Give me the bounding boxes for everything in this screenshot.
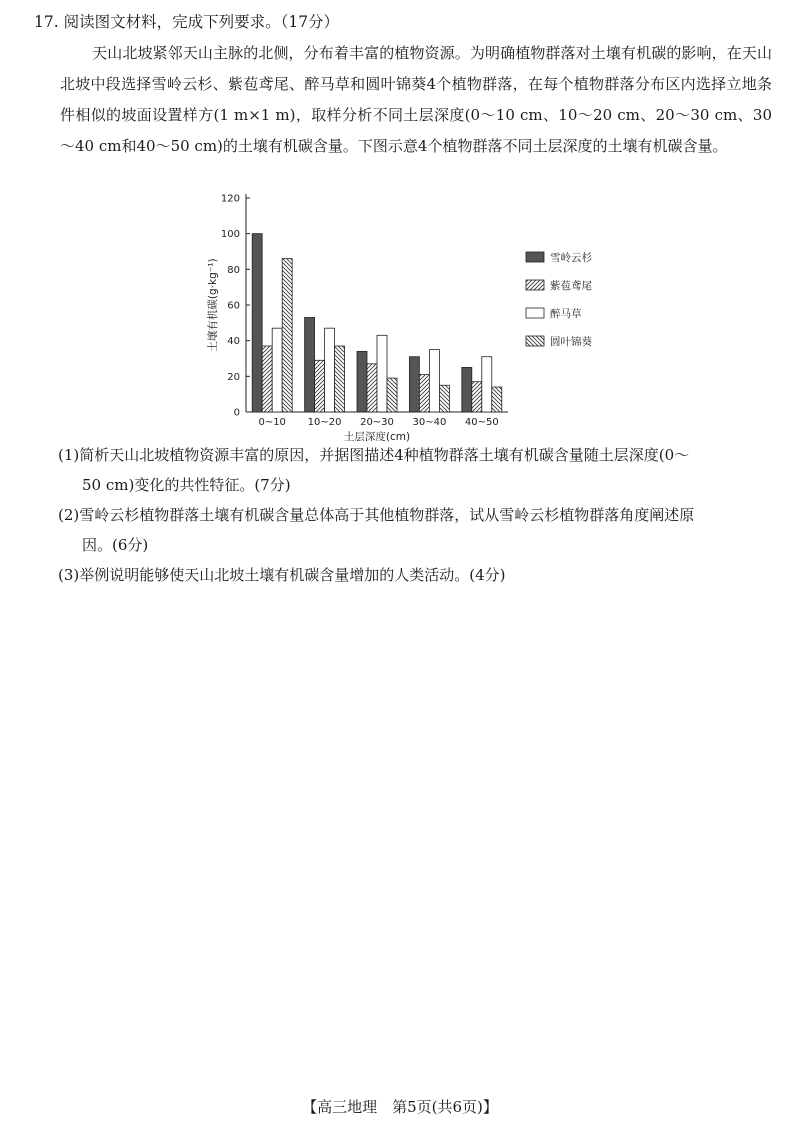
bar-2-2 xyxy=(315,360,325,412)
y-tick-label: 60 xyxy=(227,300,240,312)
bar-1-1 xyxy=(252,234,262,412)
sub-question-1: (1)简析天山北坡植物资源丰富的原因，并据图描述4种植物群落土壤有机碳含量随土层深度(0～ 50 cm)变化的共性特征。(7分) xyxy=(58,446,690,494)
bar-3-1 xyxy=(272,328,282,412)
bar-4-4 xyxy=(439,385,449,412)
legend-label: 圆叶锦葵 xyxy=(550,336,592,348)
y-tick-label: 80 xyxy=(227,264,240,276)
y-tick-label: 120 xyxy=(220,193,240,205)
legend-label: 雪岭云杉 xyxy=(550,252,592,264)
question-material xyxy=(60,38,772,162)
x-tick-label: 0~10 xyxy=(258,417,286,428)
bar-4-3 xyxy=(387,378,397,412)
legend-swatch xyxy=(526,252,544,262)
bar-2-5 xyxy=(472,382,482,412)
bar-1-5 xyxy=(462,367,472,412)
legend-label: 醉马草 xyxy=(550,308,582,320)
bar-4-5 xyxy=(492,387,502,412)
legend-label: 紫苞鸢尾 xyxy=(550,280,592,292)
bar-2-3 xyxy=(367,364,377,412)
bar-2-4 xyxy=(419,375,429,412)
y-tick-label: 100 xyxy=(220,229,240,241)
sub-question-3: (3)举例说明能够使天山北坡土壤有机碳含量增加的人类活动。(4分) xyxy=(58,566,506,584)
y-axis-label: 土壤有机碳(g·kg⁻¹) xyxy=(207,258,219,352)
y-tick-label: 0 xyxy=(233,407,240,419)
page-footer: 【高三地理 第5页(共6页)】 xyxy=(302,1098,498,1116)
sub-question-2: (2)雪岭云杉植物群落土壤有机碳含量总体高于其他植物群落，试从雪岭云杉植物群落角度阐述原 因。(6分) xyxy=(58,506,695,554)
y-tick-label: 40 xyxy=(227,336,240,348)
bar-3-4 xyxy=(429,350,439,412)
bar-3-5 xyxy=(482,357,492,412)
legend-swatch xyxy=(526,336,544,346)
x-tick-label: 20~30 xyxy=(360,417,394,428)
bar-1-2 xyxy=(305,317,315,412)
question-title: 17. 阅读图文材料，完成下列要求。（17分） xyxy=(34,13,340,31)
y-tick-label: 20 xyxy=(227,371,240,383)
legend-swatch xyxy=(526,280,544,290)
x-tick-label: 40~50 xyxy=(464,417,499,428)
material-text: 天山北坡紧邻天山主脉的北侧，分布着丰富的植物资源。为明确植物群落对土壤有机碳的影响，在天山北坡中段选择雪岭云杉、紫苞鸢尾、醉马草和圆叶锦葵4个植物群落，在每个植物群落分布区内选择立地条件相似的坡面设置样方(1 m×1 m)，取样分析不同土层深度(0～10 cm、10～20 cm、20～30 cm、30～40 cm和40～50 cm)的土壤有机碳含量。下图示意4个植物群落不同土层深度的土壤有机碳含量。 xyxy=(60,44,772,155)
bar-3-2 xyxy=(325,328,335,412)
bar-4-1 xyxy=(282,259,292,412)
legend-swatch xyxy=(526,308,544,318)
bar-1-3 xyxy=(357,351,367,412)
bar-2-1 xyxy=(262,346,272,412)
bar-4-2 xyxy=(335,346,345,412)
soil-carbon-bar-chart xyxy=(198,186,610,446)
x-tick-label: 30~40 xyxy=(412,417,447,428)
bar-1-4 xyxy=(409,357,419,412)
x-axis-label: 土层深度(cm) xyxy=(343,431,411,443)
bar-3-3 xyxy=(377,335,387,412)
x-tick-label: 10~20 xyxy=(307,417,342,428)
